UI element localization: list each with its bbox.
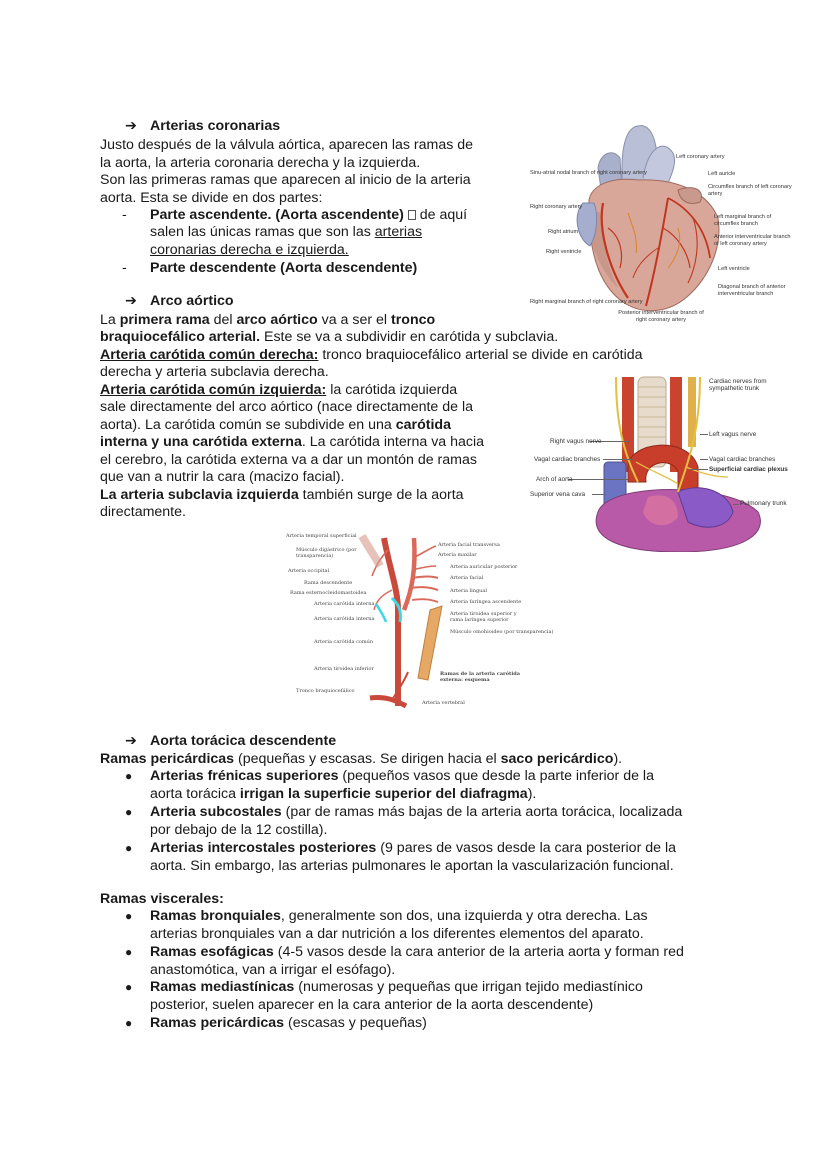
arch-label: Left vagus nerve — [709, 431, 757, 438]
heart-label: Left marginal branch of circumflex branch — [714, 214, 772, 227]
neck-label: Tronco braquiocefálico — [296, 688, 355, 694]
heading-aorta-toracica — [125, 733, 336, 751]
paragraph-line: braquiocefálico arterial. Este se va a subdividir en carótida y subclavia. — [100, 329, 559, 345]
heading-text: Aorta torácica descendente — [150, 733, 337, 749]
neck-label: Rama descendente — [304, 580, 353, 586]
arch-label: Right vagus nerve — [550, 438, 602, 445]
heading-text: Arco aórtico — [150, 293, 234, 309]
neck-label: Arteria carótida interna — [314, 616, 375, 622]
neck-label: Arteria faríngea ascendente — [450, 599, 522, 605]
leader-line — [568, 479, 628, 480]
arch-label: Cardiac nerves from sympathetic trunk — [709, 378, 767, 392]
neck-label: Músculo digástrico (por transparencia) — [296, 547, 357, 559]
heading-text: Arterias coronarias — [150, 118, 281, 134]
placeholder-box-icon — [408, 210, 416, 220]
list-item-continuation — [150, 224, 422, 242]
paragraph-line: interna y una carótida externa. La carótida interna va hacia — [100, 434, 485, 450]
paragraph-line: Arteria carótida común izquierda: la carótida izquierda — [100, 382, 458, 398]
item-text: de aquí — [415, 207, 468, 223]
neck-label: Arteria carótida interna — [314, 601, 375, 607]
leader-line — [700, 434, 708, 435]
bullet-icon: ● — [125, 841, 133, 855]
heart-label: Anterior interventricular branch of left coronary artery — [714, 234, 791, 247]
arch-label: Vagal cardiac branches — [709, 456, 776, 463]
paragraph-line: el cerebro, la carótida externa va a dar un montón de ramas — [100, 452, 477, 468]
arrow-icon: ➔ — [125, 118, 137, 134]
neck-arteries-figure — [280, 530, 554, 710]
paragraph-line: aorta). La carótida común se subdivide en una carótida — [100, 417, 451, 433]
arch-label: Vagal cardiac branches — [534, 456, 601, 463]
paragraph-line: que van a nutrir la cara (macizo facial). — [100, 469, 345, 485]
paragraph-line: La arteria subclavia izquierda también surge de la aorta — [100, 487, 464, 503]
bullet-icon: ● — [125, 980, 133, 994]
paragraph-line: aorta. Esta se divide en dos partes: — [100, 190, 323, 206]
link-arterias[interactable]: arterias — [374, 224, 423, 240]
paragraph-line: Ramas pericárdicas (pequeñas y escasas. Se dirigen hacia el saco pericárdico). — [100, 751, 623, 767]
heart-label: Right marginal branch of right coronary artery — [530, 299, 643, 305]
heading-arco-aortico — [125, 293, 234, 311]
dash-marker: - — [122, 207, 127, 223]
heart-label: Posterior interventricular branch of right coronary artery — [618, 310, 704, 323]
heading-arterias-coronarias — [125, 118, 280, 136]
item-bold: Parte ascendente. (Aorta ascendente) — [150, 207, 404, 223]
neck-label: Arteria tiroidea inferior — [314, 666, 374, 672]
neck-label: Músculo omohioideo (por transparencia) — [450, 629, 554, 635]
paragraph-line: Arteria carótida común derecha: tronco braquiocefálico arterial se divide en carótida — [100, 347, 643, 363]
heart-label: Left coronary artery — [676, 154, 725, 160]
arch-label: Pulmonary trunk — [740, 500, 787, 507]
arrow-icon: ➔ — [125, 293, 137, 309]
heart-figure — [528, 118, 798, 328]
heart-label: Right ventricle — [546, 249, 582, 255]
paragraph-line: sale directamente del arco aórtico (nace directamente de la — [100, 399, 474, 415]
heart-label: Diagonal branch of anterior interventricular branch — [718, 284, 786, 297]
arch-label: Superficial cardiac plexus — [709, 466, 788, 473]
neck-label: Arteria occipital — [288, 568, 330, 574]
item-bold: Parte descendente (Aorta descendente) — [150, 260, 418, 276]
bullet-icon: ● — [125, 769, 133, 783]
heart-label: Circumflex branch of left coronary artery — [708, 184, 792, 197]
heart-label: Left ventricle — [718, 266, 750, 272]
neck-label: Arteria vertebral — [422, 700, 465, 706]
leader-line — [603, 459, 633, 460]
arch-label: Superior vena cava — [530, 491, 586, 498]
dash-marker: - — [122, 260, 127, 276]
heart-label: Right atrium — [548, 229, 579, 235]
bullet-icon: ● — [125, 909, 133, 923]
leader-line — [700, 459, 708, 460]
neck-label: Rama esternocleidomastoidea — [290, 590, 367, 596]
paragraph-line: Son las primeras ramas que aparecen al inicio de la arteria — [100, 172, 471, 188]
neck-label: Arteria facial — [450, 575, 484, 581]
bullet-icon: ● — [125, 805, 133, 819]
paragraph-line: derecha y arteria subclavia derecha. — [100, 364, 329, 380]
paragraph-line: La primera rama del arco aórtico va a ser el tronco — [100, 312, 436, 328]
neck-label: Arteria tiroidea superior y rama laríngea superior — [450, 611, 517, 623]
paragraph-line: Justo después de la válvula aórtica, aparecen las ramas de — [100, 137, 474, 153]
arrow-icon: ➔ — [125, 733, 137, 749]
neck-label: Arteria maxilar — [438, 552, 477, 558]
neck-label: Arteria lingual — [450, 588, 487, 594]
leader-line — [690, 469, 708, 470]
bullet-icon: ● — [125, 1016, 133, 1030]
paragraph-line: directamente. — [100, 504, 186, 520]
neck-label: Arteria carótida común — [314, 639, 374, 645]
aortic-arch-figure — [528, 372, 824, 552]
heart-label: Sinu-atrial nodal branch of right coronary artery — [530, 170, 647, 176]
arch-label: Arch of aorta — [536, 476, 573, 483]
heart-label: Right coronary artery — [530, 204, 583, 210]
neck-label: Arteria temporal superficial — [286, 533, 357, 539]
bullet-icon: ● — [125, 945, 133, 959]
heading-ramas-viscerales: Ramas viscerales: — [100, 891, 224, 907]
neck-label: Arteria facial transversa — [438, 542, 500, 548]
leader-line — [592, 494, 606, 495]
neck-caption: Ramas de la arteria carótida externa: esquema — [440, 671, 520, 683]
heart-label: Left auricle — [708, 171, 736, 177]
item-text: salen las únicas ramas que son las — [150, 224, 375, 240]
leader-line — [733, 504, 739, 505]
link-coronarias[interactable]: coronarias derecha e izquierda. — [150, 242, 349, 258]
paragraph-line: la aorta, la arteria coronaria derecha y la izquierda. — [100, 155, 421, 171]
neck-label: Arteria auricular posterior — [450, 564, 518, 570]
